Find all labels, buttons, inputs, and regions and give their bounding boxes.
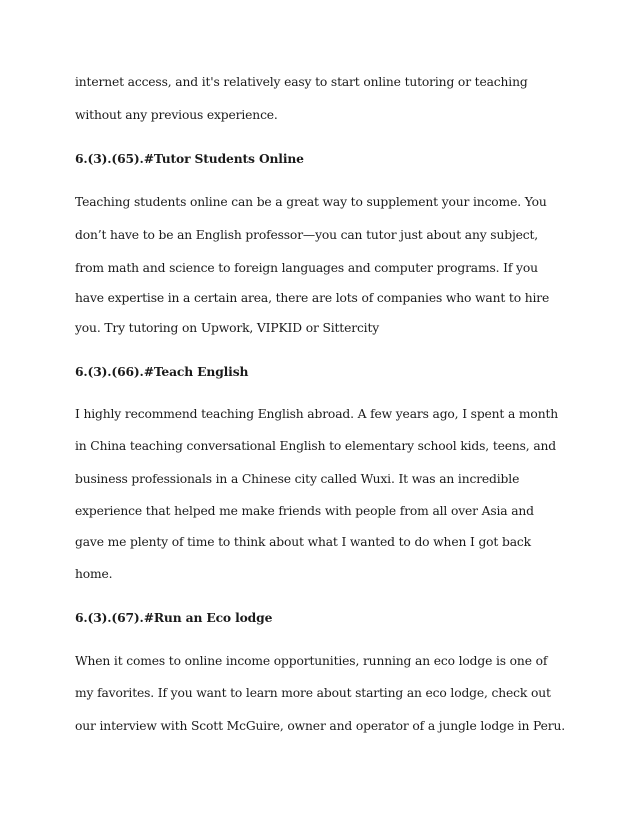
paragraph-line: our interview with Scott McGuire, owner and operator of a jungle lodge in Peru. — [75, 719, 565, 733]
section-heading-run-an-eco-lodge: 6.(3).(67).#Run an Eco lodge — [75, 610, 273, 625]
intro-line: without any previous experience. — [75, 108, 278, 122]
paragraph-line: don’t have to be an English professor—you can tutor just about any subject, — [75, 228, 539, 242]
paragraph-line: experience that helped me make friends with people from all over Asia and — [75, 504, 534, 518]
paragraph-line: Teaching students online can be a great way to supplement your income. You — [75, 195, 547, 209]
section-heading-teach-english: 6.(3).(66).#Teach English — [75, 364, 249, 379]
paragraph-line: my favorites. If you want to learn more about starting an eco lodge, check out — [75, 686, 551, 700]
paragraph-line: gave me plenty of time to think about what I wanted to do when I got back — [75, 535, 531, 549]
paragraph-line: you. Try tutoring on Upwork, VIPKID or Sittercity — [75, 321, 380, 335]
paragraph-line: When it comes to online income opportunities, running an eco lodge is one of — [75, 654, 548, 668]
paragraph-line: in China teaching conversational English to elementary school kids, teens, and — [75, 439, 556, 453]
paragraph-line: home. — [75, 567, 113, 581]
intro-line: internet access, and it's relatively easy to start online tutoring or teaching — [75, 75, 528, 89]
paragraph-line: from math and science to foreign languages and computer programs. If you — [75, 261, 538, 275]
section-heading-tutor-students-online: 6.(3).(65).#Tutor Students Online — [75, 151, 304, 166]
paragraph-line: business professionals in a Chinese city called Wuxi. It was an incredible — [75, 472, 520, 486]
paragraph-line: have expertise in a certain area, there are lots of companies who want to hire — [75, 291, 550, 305]
paragraph-line: I highly recommend teaching English abroad. A few years ago, I spent a month — [75, 407, 559, 421]
